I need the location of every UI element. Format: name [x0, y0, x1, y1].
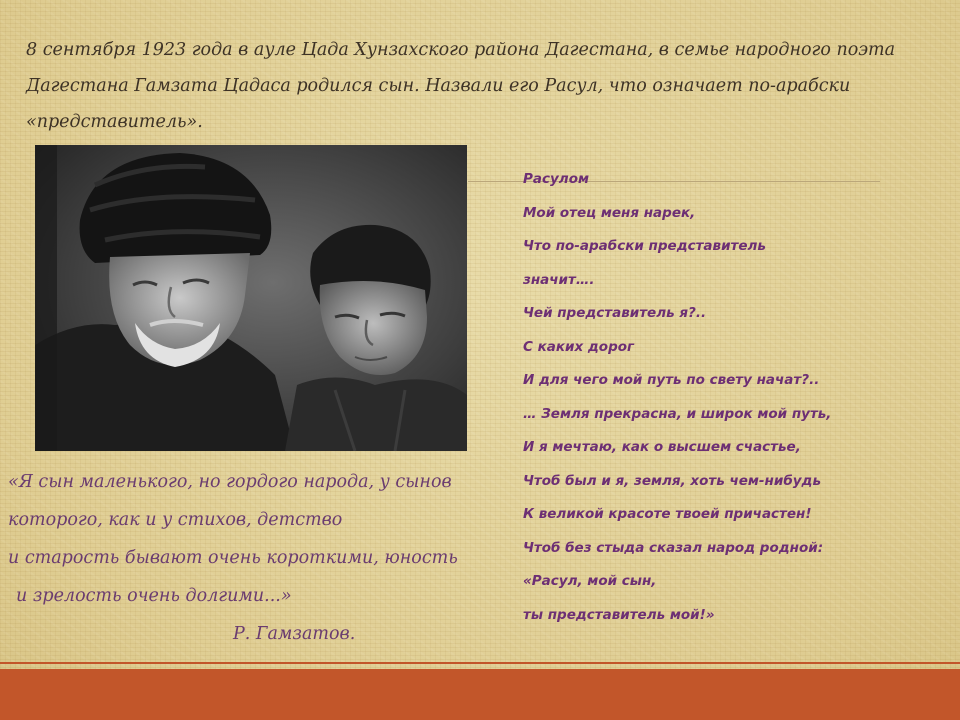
footer-line: [0, 662, 960, 664]
poem-line: … Земля прекрасна, и широк мой путь,: [523, 405, 832, 422]
poem-line: Расулом: [523, 171, 590, 187]
poem-line: С каких дорог: [523, 338, 635, 355]
poem-line: Что по-арабски представитель: [523, 238, 766, 254]
quote-attribution: Р. Гамзатов.: [233, 624, 356, 644]
poem-line: Мой отец меня нарек,: [523, 204, 696, 221]
poem-line: ты представитель мой!»: [523, 606, 715, 623]
poem-line: И для чего мой путь по свету начат?..: [523, 372, 820, 388]
poem-line: Чей представитель я?..: [523, 305, 707, 321]
poem-line: Чтоб был и я, земля, хоть чем-нибудь: [523, 472, 821, 489]
poem: [523, 163, 831, 632]
intro-paragraph: 8 сентября 1923 года в ауле Цада Хунзахского района Дагестана, в семье народного поэта Дагестана Гамзата Цадаса родился сын. Назвали его Расул, что означает по-арабски «представитель».: [26, 40, 896, 132]
poem-line: значит….: [523, 271, 595, 288]
poem-line: К великой красоте твоей причастен!: [523, 506, 812, 522]
poem-line: «Расул, мой сын,: [523, 573, 657, 589]
quote-line: и зрелость очень долгими...»: [16, 586, 292, 606]
quote-line: «Я сын маленького, но гордого народа, у сынов: [8, 472, 452, 492]
quote-line: и старость бывают очень короткими, юность: [8, 548, 458, 568]
poem-line: Чтоб без стыда сказал народ родной:: [523, 539, 824, 556]
quote: [8, 463, 458, 615]
quote-line: которого, как и у стихов, детство: [8, 510, 343, 530]
poem-line: И я мечтаю, как о высшем счастье,: [523, 439, 801, 455]
photo-gamzat-and-rasul: [35, 145, 467, 451]
footer-band: [0, 669, 960, 720]
